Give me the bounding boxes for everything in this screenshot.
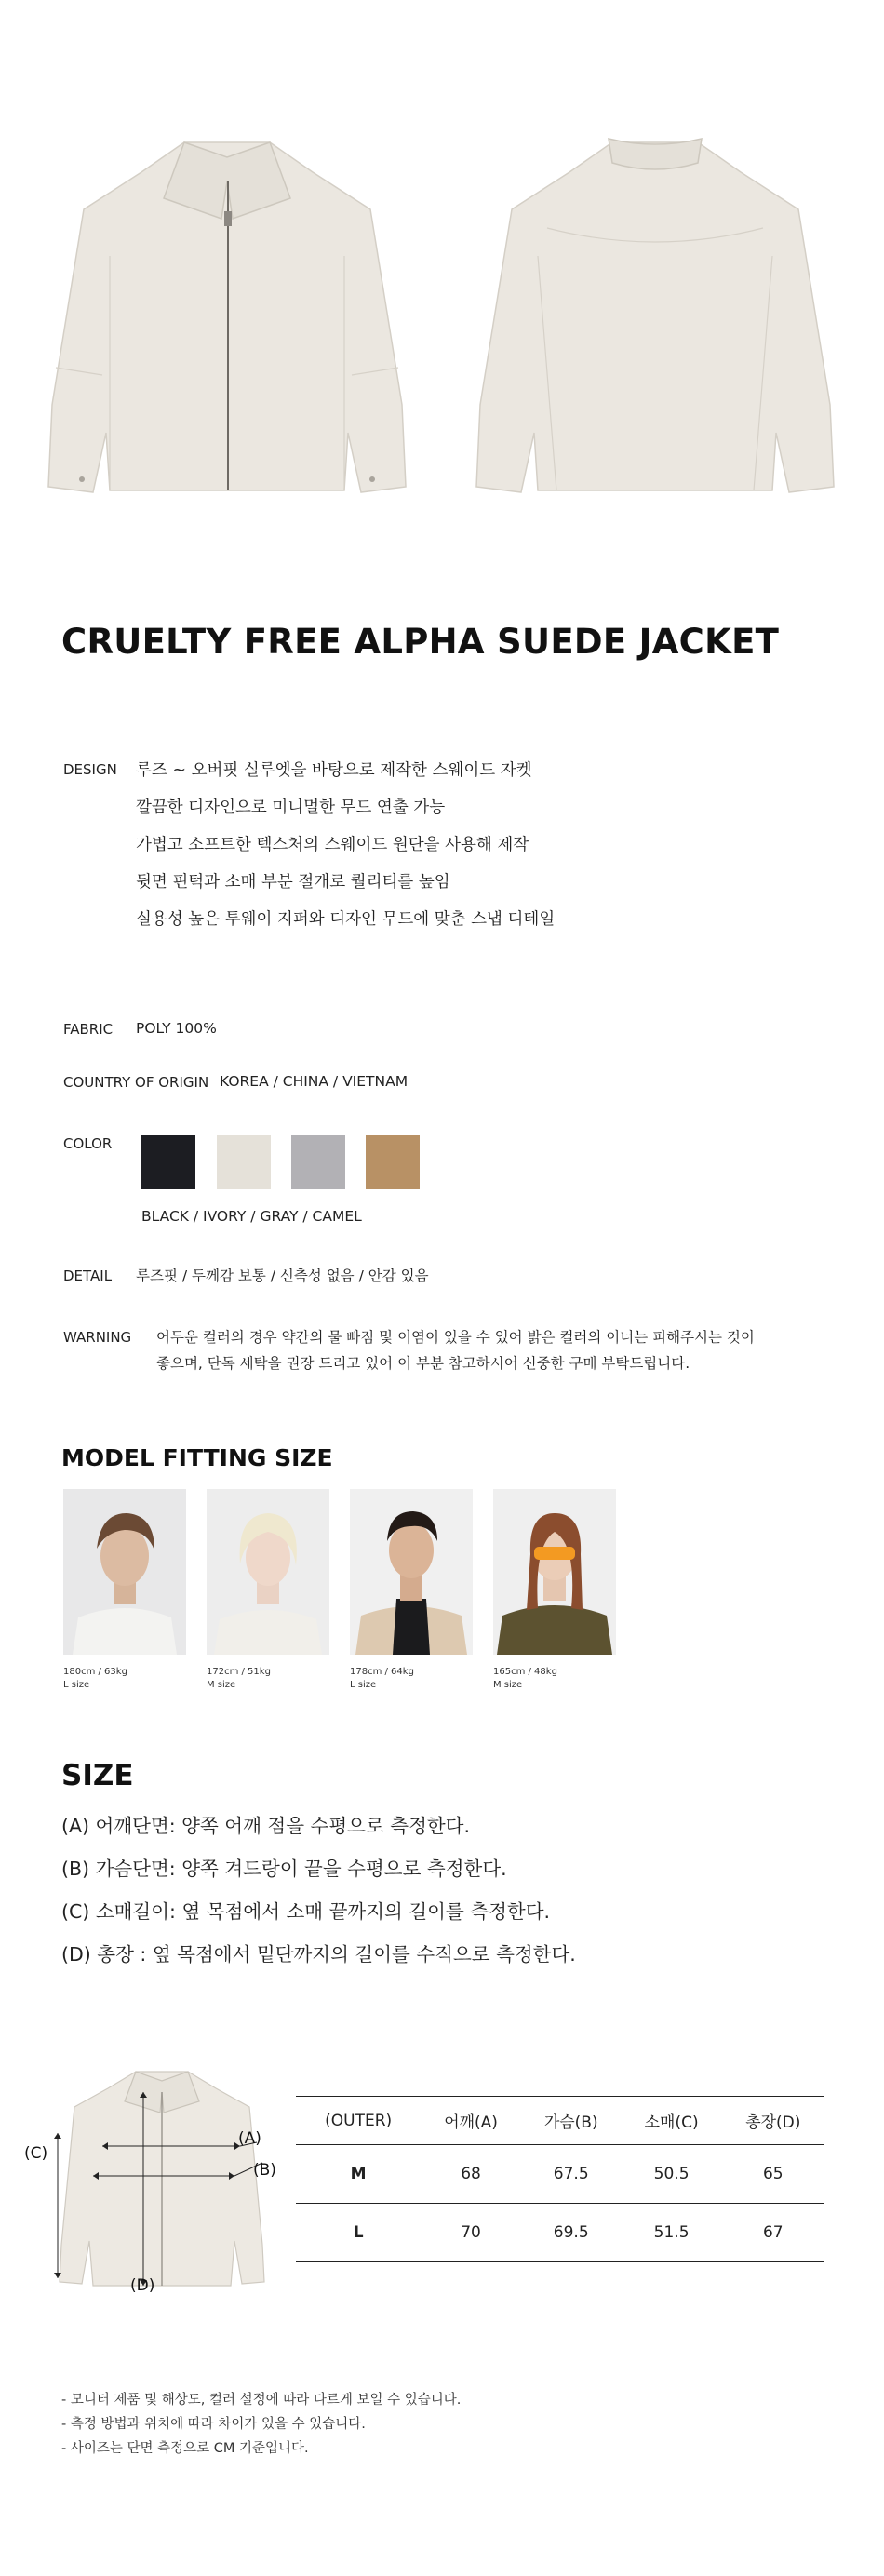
model-stats: 178cm / 64kg [350,1667,414,1677]
table-row [296,2145,824,2204]
origin-label: COUNTRY OF ORIGIN [63,1074,209,1091]
measurement-diagram [24,2059,294,2301]
model-photo-4 [493,1489,616,1655]
design-line: 실용성 높은 투웨이 지퍼와 디자인 무드에 맞춘 스냅 디테일 [136,910,556,929]
table-cell: 65 [762,2165,784,2183]
diagram-label-d: (D) [130,2276,155,2295]
swatch-black [141,1135,195,1189]
note-line: - 모니터 제품 및 해상도, 컬러 설정에 따라 다르게 보일 수 있습니다. [61,2393,462,2408]
detail-label: DETAIL [63,1268,113,1284]
fabric-label: FABRIC [63,1021,114,1038]
table-header: (OUTER) [325,2111,393,2130]
design-line: 가볍고 소프트한 텍스처의 스웨이드 원단을 사용해 제작 [136,836,529,854]
diagram-label-b: (B) [253,2161,276,2180]
table-cell: M [350,2165,367,2183]
table-cell: 50.5 [653,2165,690,2183]
detail-value: 루즈핏 / 두께감 보통 / 신축성 없음 / 안감 있음 [136,1268,429,1284]
product-photo-back [473,126,840,507]
diagram-label-a: (A) [238,2129,261,2148]
table-cell: 51.5 [653,2223,690,2242]
note-line: - 사이즈는 단면 측정으로 CM 기준입니다. [61,2441,309,2456]
design-label: DESIGN [63,761,117,778]
fabric-value: POLY 100% [136,1020,217,1037]
size-table [296,2096,824,2262]
table-cell: L [353,2223,364,2242]
table-header: 가슴(B) [543,2113,598,2132]
design-line: 뒷면 핀턱과 소매 부분 절개로 퀄리티를 높임 [136,873,450,892]
table-row [296,2204,824,2262]
model-photo-2 [207,1489,329,1655]
model-caption-3 [350,1666,414,1692]
table-cell: 69.5 [553,2223,589,2242]
model-caption-1 [63,1666,127,1692]
table-header: 어깨(A) [444,2113,498,2132]
model-caption-2 [207,1666,271,1692]
model-size: M size [207,1680,236,1690]
model-stats: 172cm / 51kg [207,1667,271,1677]
model-size: M size [493,1680,523,1690]
origin-value: KOREA / CHINA / VIETNAM [220,1073,409,1090]
table-cell: 67.5 [553,2165,589,2183]
size-title: SIZE [61,1759,134,1792]
model-photo-1 [63,1489,186,1655]
table-cell: 67 [762,2223,784,2242]
table-header: 총장(D) [745,2113,801,2132]
diagram-label-c: (C) [24,2144,48,2163]
warning-line-2: 좋으며, 단독 세탁을 권장 드리고 있어 이 부분 참고하시어 신중한 구매 부탁드립니다. [156,1355,690,1372]
size-definition: (C) 소매길이: 옆 목점에서 소매 끝까지의 길이를 측정한다. [61,1900,551,1923]
size-definition: (B) 가슴단면: 양쪽 겨드랑이 끝을 수평으로 측정한다. [61,1858,507,1880]
model-size: L size [350,1680,377,1690]
product-photo-front [45,126,412,507]
product-title: CRUELTY FREE ALPHA SUEDE JACKET [61,622,780,662]
model-photo-3 [350,1489,473,1655]
design-line: 깔끔한 디자인으로 미니멀한 무드 연출 가능 [136,798,446,817]
model-size: L size [63,1680,90,1690]
table-cell: 68 [461,2165,481,2183]
color-names: BLACK / IVORY / GRAY / CAMEL [141,1208,362,1225]
note-line: - 측정 방법과 위치에 따라 차이가 있을 수 있습니다. [61,2417,366,2432]
model-fitting-title: MODEL FITTING SIZE [61,1444,333,1471]
size-definition: (A) 어깨단면: 양쪽 어깨 점을 수평으로 측정한다. [61,1815,470,1837]
table-header-row [296,2097,824,2145]
warning-line-1: 어두운 컬러의 경우 약간의 물 빠짐 및 이염이 있을 수 있어 밝은 컬러의 이너는 피해주시는 것이 [156,1329,755,1346]
design-line: 루즈 ~ 오버핏 실루엣을 바탕으로 제작한 스웨이드 자켓 [136,761,532,780]
model-caption-4 [493,1666,557,1692]
swatch-ivory [217,1135,271,1189]
swatch-camel [366,1135,420,1189]
table-cell: 70 [461,2223,481,2242]
size-definition: (D) 총장 : 옆 목점에서 밑단까지의 길이를 수직으로 측정한다. [61,1943,576,1966]
model-stats: 165cm / 48kg [493,1667,557,1677]
table-header: 소매(C) [644,2113,699,2132]
model-stats: 180cm / 63kg [63,1667,127,1677]
swatch-gray [291,1135,345,1189]
color-label: COLOR [63,1135,113,1152]
warning-label: WARNING [63,1329,132,1346]
